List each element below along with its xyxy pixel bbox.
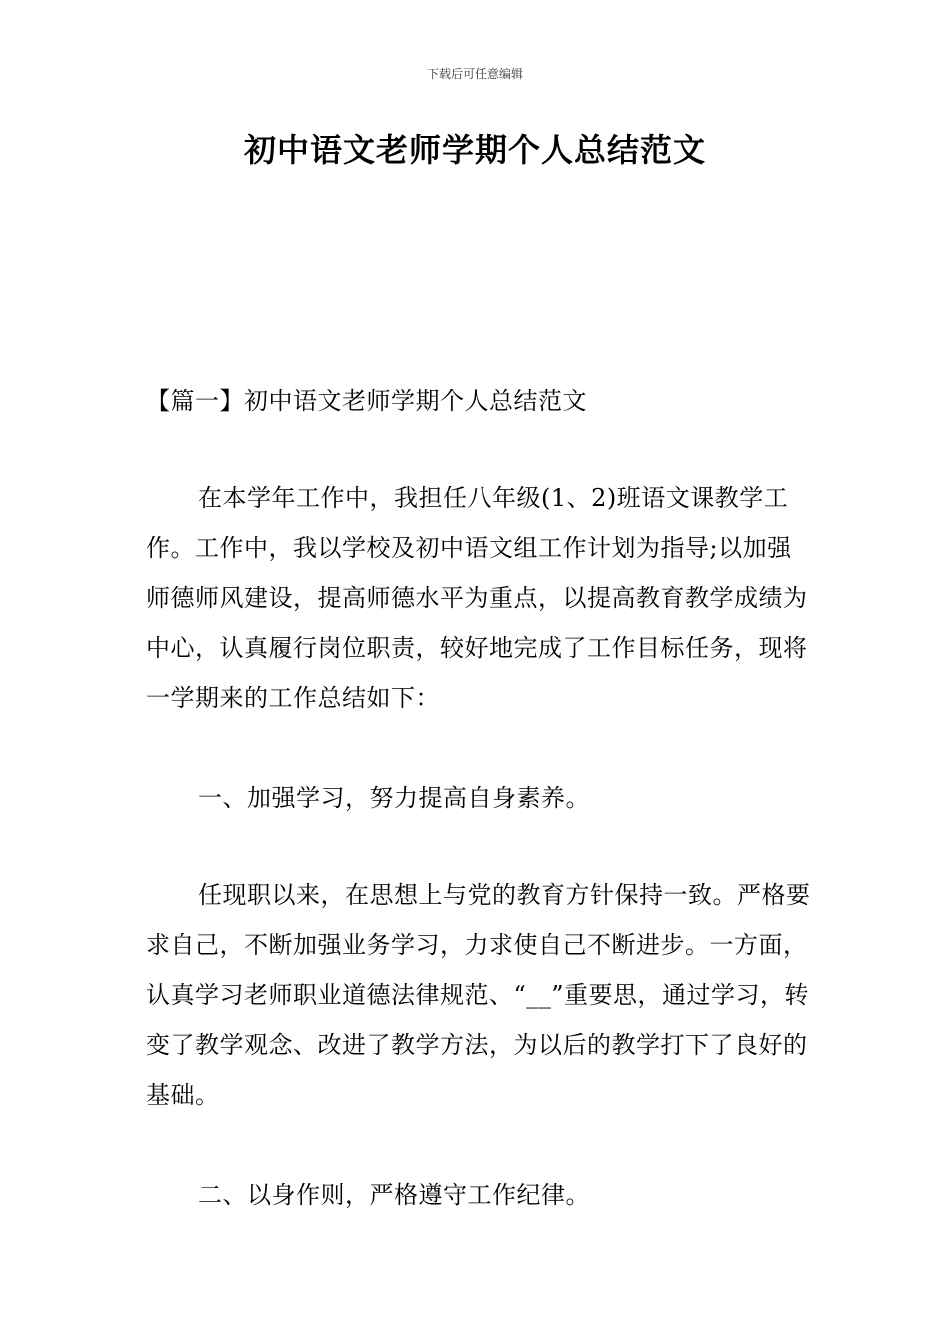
paragraph-point-1: [146, 870, 814, 1120]
document-title: 初中语文老师学期个人总结范文: [243, 131, 706, 169]
paragraph-point-1-text: 任现职以来，在思想上与党的教育方针保持一致。严格要求自己，不断加强业务学习，力求使自己不断进步。一方面，认真学习老师职业道德法律规范、“__”重要思，通过学习，转变了教学观念、改进了教学方法，为以后的教学打下了良好的基础。: [146, 881, 811, 1109]
paragraph-intro-text: 在本学年工作中，我担任八年级(1、2)班语文课教学工作。工作中，我以学校及初中语文组工作计划为指导;以加强师德师风建设，提高师德水平为重点，以提高教育教学成绩为中心，认真履行岗位职责，较好地完成了工作目标任务，现将一学期来的工作总结如下：: [146, 484, 808, 712]
header-note: 下载后可任意编辑: [426, 67, 523, 81]
section-heading: 【篇一】初中语文老师学期个人总结范文: [146, 387, 587, 415]
paragraph-intro: [146, 473, 814, 723]
point-1-heading: 一、加强学习，努力提高自身素养。: [198, 784, 590, 812]
point-2-heading: 二、以身作则，严格遵守工作纪律。: [198, 1181, 590, 1209]
